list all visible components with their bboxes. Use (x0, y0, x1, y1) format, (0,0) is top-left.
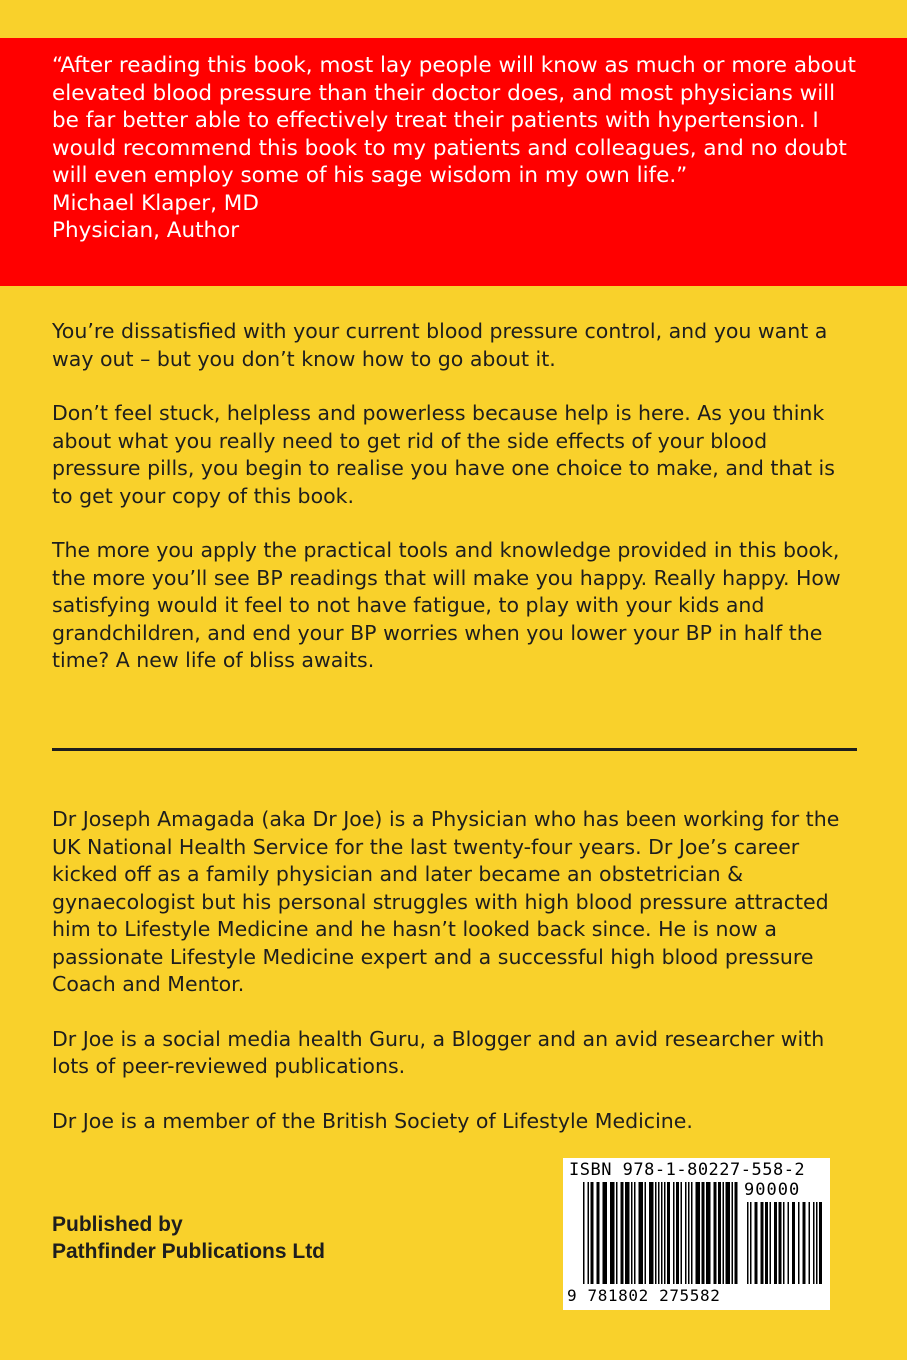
barcode-bar (788, 1202, 790, 1284)
barcode-bar (681, 1182, 683, 1284)
isbn-barcode (563, 1158, 830, 1310)
barcode-bar (625, 1182, 630, 1284)
barcode-bar (714, 1182, 717, 1284)
barcode-bar (661, 1182, 663, 1284)
isbn-label: ISBN 978-1-80227-558-2 (569, 1160, 806, 1180)
bio-paragraph: Dr Joe is a member of the British Society of Lifestyle Medicine. (52, 1108, 693, 1133)
barcode-bar (765, 1202, 768, 1284)
barcode-bar (813, 1202, 815, 1284)
barcode-bar (667, 1182, 670, 1284)
barcode-bar (639, 1182, 644, 1284)
testimonial-quote: “After reading this book, most lay people will know as much or more about elevated blood pressure than their doctor does, and most physicians will be far better able to effectively treat their patients with hypertension. I would recommend this book to my patients and colleagues, and no doubt will even employ some of his sage wisdom in my own life.” (52, 53, 856, 188)
barcode-bar (706, 1182, 711, 1284)
bio-paragraph: Dr Joseph Amagada (aka Dr Joe) is a Physician who has been working for the UK National Health Service for the last twenty-four years. Dr Joe’s career kicked off as a family physician and later became an obstetrician & gynaecologist but his personal struggles with high blood pressure attracted him to Lifestyle Medicine and he hasn’t looked back since. He is now a passionate Lifestyle Medicine expert and a successful high blood pressure Coach and Mentor. (52, 807, 840, 996)
description-paragraph: The more you apply the practical tools and knowledge provided in this book, the more you’ll see BP readings that will make you happy. Really happy. How satisfying would it feel to not have fatigue, to play with your kids and grandchildren, and end your BP worries when you lower your BP in half the time? A new life of bliss awaits. (52, 538, 841, 672)
description-paragraph: Don’t feel stuck, helpless and powerless because help is here. As you think about what you really need to get rid of the side effects of your blood pressure pills, you begin to realise you have one choice to make, and that is to get your copy of this book. (52, 401, 835, 508)
barcode-bar (696, 1182, 701, 1284)
barcode-bar (792, 1202, 795, 1284)
barcode-bar (803, 1202, 806, 1284)
barcode-bar (631, 1182, 633, 1284)
barcode-bar (718, 1182, 721, 1284)
barcode-bar (770, 1202, 772, 1284)
barcode-bar (610, 1182, 615, 1284)
barcode-bar (658, 1182, 660, 1284)
barcode-bar (819, 1202, 822, 1284)
barcode-bar (809, 1202, 811, 1284)
barcode-bar (723, 1182, 725, 1284)
barcode-bar (583, 1182, 585, 1284)
barcode-bar (747, 1202, 749, 1284)
barcode-bar (634, 1182, 636, 1284)
section-divider (52, 748, 857, 751)
barcode-bar (673, 1182, 675, 1284)
barcode-bar (597, 1182, 600, 1284)
book-description (52, 318, 862, 702)
barcode-bar (603, 1182, 608, 1284)
barcode-bar (655, 1182, 657, 1284)
quote-author-title: Physician, Author (52, 218, 240, 243)
barcode-bar (798, 1202, 800, 1284)
quote-panel (0, 38, 907, 286)
barcode-bar (761, 1202, 764, 1284)
description-paragraph: You’re dissatisfied with your current blood pressure control, and you want a way out – but you don’t know how to go about it. (52, 319, 828, 371)
barcode-bar (783, 1202, 785, 1284)
barcode-bar (676, 1182, 679, 1284)
barcode-bar (688, 1182, 690, 1284)
barcode-bar (726, 1182, 731, 1284)
publisher-name: Pathfinder Publications Ltd (52, 1240, 326, 1263)
bio-paragraph: Dr Joe is a social media health Guru, a Blogger and an avid researcher with lots of peer-reviewed publications. (52, 1026, 825, 1078)
author-bio (52, 806, 862, 1162)
publisher-block (52, 1211, 325, 1265)
barcode-bar (691, 1182, 693, 1284)
barcode-bar (664, 1182, 666, 1284)
barcode-bar (755, 1202, 758, 1284)
barcode-bar (588, 1182, 590, 1284)
price-addon: 90000 (744, 1180, 801, 1200)
barcode-bar (735, 1182, 738, 1284)
barcode-bar (649, 1182, 654, 1284)
barcode-bar (774, 1202, 777, 1284)
publisher-label: Published by (52, 1213, 183, 1236)
ean-digits: 9 781802 275582 (567, 1286, 721, 1305)
barcode-bar (685, 1182, 687, 1284)
barcode-bar (750, 1202, 752, 1284)
barcode-bar (732, 1182, 734, 1284)
quote-author: Michael Klaper, MD (52, 190, 259, 216)
barcode-bar (645, 1182, 647, 1284)
barcode-bar (816, 1202, 818, 1284)
barcode-bar (616, 1182, 618, 1284)
barcode-bar (621, 1182, 624, 1284)
barcode-bar (591, 1182, 594, 1284)
barcode-bar (779, 1202, 782, 1284)
barcode-bar (702, 1182, 705, 1284)
